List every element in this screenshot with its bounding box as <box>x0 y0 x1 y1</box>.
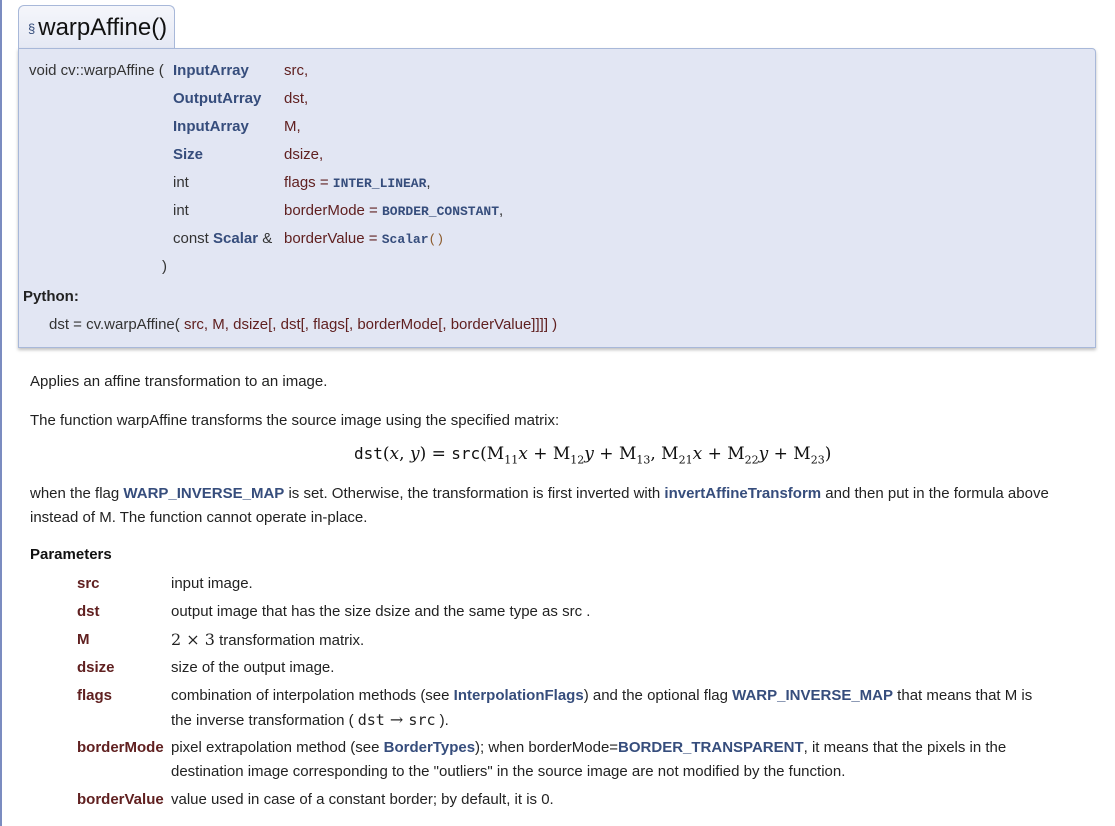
warp-inverse-map-link[interactable]: WARP_INVERSE_MAP <box>732 687 894 704</box>
param-desc-text: ) and the optional flag <box>583 687 733 704</box>
description <box>30 370 1090 433</box>
param-row <box>77 684 1077 732</box>
transform-formula <box>354 444 831 466</box>
math-src: src <box>408 711 436 729</box>
param-type-link[interactable]: Scalar <box>213 230 259 247</box>
param-name: dsize, <box>284 146 324 163</box>
warp-inverse-map-link[interactable]: WARP_INVERSE_MAP <box>123 485 285 502</box>
flag-text: and then put in the formula above <box>821 485 1049 502</box>
param-desc-text: ). <box>435 712 449 729</box>
param-separator: , <box>426 174 431 191</box>
param-type-link[interactable]: Size <box>173 146 204 163</box>
param-name-text: borderMode = <box>284 202 382 219</box>
param-type-link[interactable]: OutputArray <box>173 90 262 107</box>
python-signature <box>49 316 557 333</box>
param-type <box>173 117 249 137</box>
param-type: int <box>173 174 189 191</box>
param-desc-text: that means that M is <box>893 687 1033 704</box>
right-arrow-icon: → <box>384 710 409 729</box>
param-type <box>173 61 249 81</box>
param-name: M <box>77 631 90 648</box>
param-type-link[interactable]: InputArray <box>173 62 249 79</box>
flag-text-line2: instead of M. The function cannot operate in-place. <box>30 509 368 526</box>
flag-text: when the flag <box>30 485 124 502</box>
function-prototype <box>18 48 1096 348</box>
border-transparent-link[interactable]: BORDER_TRANSPARENT <box>618 739 804 756</box>
math-dst: dst <box>357 711 385 729</box>
default-value-parens: () <box>428 232 445 247</box>
return-type: void cv::warpAffine ( <box>29 62 164 79</box>
default-value-link[interactable]: Scalar <box>381 232 429 247</box>
flag-paragraph <box>30 482 1095 530</box>
param-desc-text: transformation matrix. <box>214 632 365 649</box>
param-desc-text: the inverse transformation ( <box>171 712 358 729</box>
param-row <box>77 736 1077 784</box>
param-separator: , <box>499 202 504 219</box>
reference-marker: & <box>258 230 273 247</box>
param-name: borderValue <box>77 791 164 808</box>
python-args: src, M, dsize[, dst[, flags[, borderMode[, borderValue]]]] ) <box>183 316 558 333</box>
param-type <box>173 89 261 109</box>
param-desc: input image. <box>171 575 253 592</box>
param-name <box>284 173 431 193</box>
section-anchor-icon[interactable]: § <box>28 21 36 36</box>
param-name-text: borderValue = <box>284 230 382 247</box>
invert-affine-transform-link[interactable]: invertAffineTransform <box>664 485 822 502</box>
param-name: borderMode <box>77 739 164 756</box>
param-name: M, <box>284 118 301 135</box>
param-desc <box>171 736 1071 784</box>
param-desc: output image that has the size dsize and the same type as src . <box>171 603 591 620</box>
param-desc: size of the output image. <box>171 659 335 676</box>
function-title: warpAffine() <box>38 14 168 41</box>
formula-rhs: ($M_{11}x + M_{12}y + M_{13}$, $M_{21}x + M_{22}y + M_{23}$) <box>480 444 832 467</box>
param-name: src, <box>284 62 309 79</box>
param-desc-text: combination of interpolation methods (see <box>171 687 454 704</box>
param-desc-text: destination image corresponding to the "outliers" in the source image are not modified by the function. <box>171 763 846 780</box>
param-name: dst <box>77 603 100 620</box>
intro-text: Applies an affine transformation to an image. <box>30 373 328 390</box>
border-types-link[interactable]: BorderTypes <box>383 739 476 756</box>
param-desc-text: , it means that the pixels in the <box>803 739 1007 756</box>
param-desc-text: ); when borderMode= <box>475 739 619 756</box>
formula-lhs-args: (x, y) <box>382 444 427 464</box>
param-desc <box>171 628 1071 653</box>
formula-dst: dst <box>354 444 383 463</box>
param-name <box>284 229 444 249</box>
formula-equals: = <box>426 444 452 464</box>
python-prefix: dst = cv.warpAffine( <box>49 316 180 333</box>
interpolation-flags-link[interactable]: InterpolationFlags <box>453 687 584 704</box>
function-text: The function warpAffine transforms the source image using the specified matrix: <box>30 412 560 429</box>
param-name: dsize <box>77 659 115 676</box>
param-desc: value used in case of a constant border; by default, it is 0. <box>171 791 554 808</box>
param-type <box>173 145 203 165</box>
param-type <box>173 229 272 249</box>
param-name: flags <box>77 687 113 704</box>
param-desc <box>171 684 1071 733</box>
flag-text: is set. Otherwise, the transformation is first inverted with <box>284 485 665 502</box>
const-qualifier: const <box>173 230 214 247</box>
param-name: src <box>77 575 100 592</box>
default-value-link[interactable]: BORDER_CONSTANT <box>381 204 500 219</box>
parameters-heading: Parameters <box>30 546 112 563</box>
param-type: int <box>173 202 189 219</box>
param-type-link[interactable]: InputArray <box>173 118 249 135</box>
param-desc-text: pixel extrapolation method (see <box>171 739 384 756</box>
param-name: dst, <box>284 90 309 107</box>
python-label: Python: <box>23 288 79 305</box>
left-border <box>0 0 2 826</box>
matrix-size-math: 2 × 3 <box>171 630 215 649</box>
member-heading-tab <box>18 5 175 50</box>
param-name-text: flags = <box>284 174 333 191</box>
param-name <box>284 201 503 221</box>
closing-paren: ) <box>162 258 167 275</box>
default-value-link[interactable]: INTER_LINEAR <box>332 176 427 191</box>
formula-src: src <box>451 444 481 463</box>
